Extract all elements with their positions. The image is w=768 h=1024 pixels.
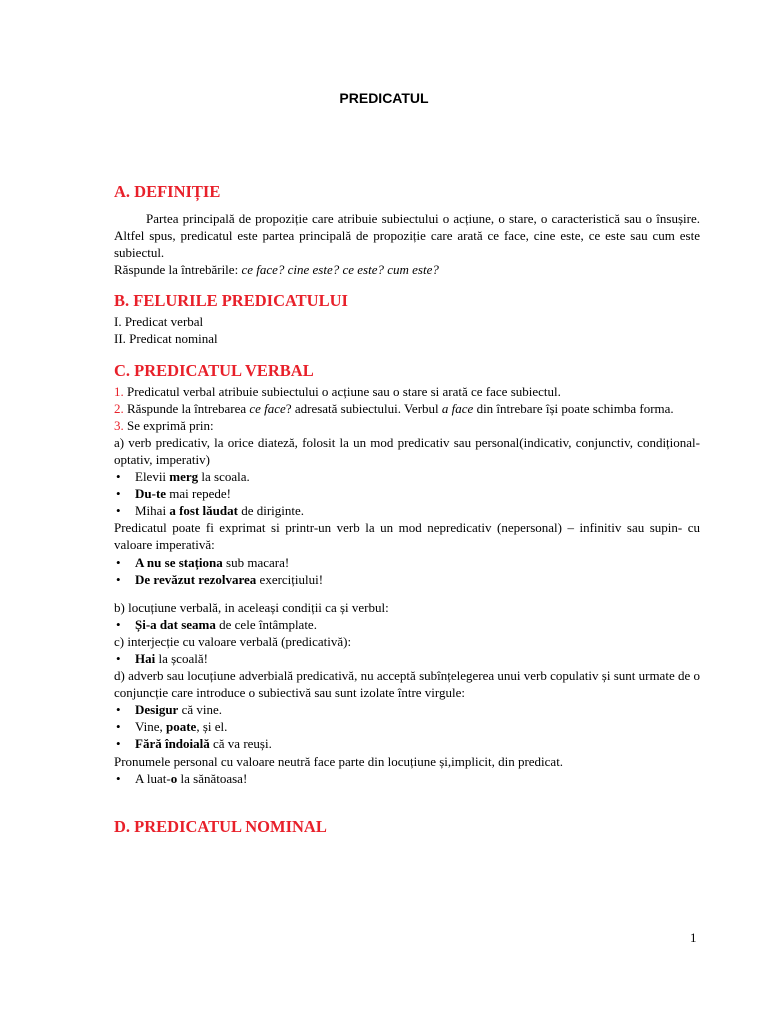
examples-pronume bbox=[114, 770, 700, 787]
supin-paragraph: Predicatul poate fi exprimat si printr-un verb la un mod nepredicativ (nepersonal) – infinitiv sau supin- cu valoare imperativă: bbox=[114, 520, 700, 553]
list-item: • A luat-o la sănătoasa! bbox=[114, 770, 700, 787]
examples-supin bbox=[114, 554, 700, 588]
list-item: • De revăzut rezolvarea exercițiului! bbox=[114, 571, 700, 588]
list-item: • Mihai a fost lăudat de diriginte. bbox=[114, 502, 700, 519]
list-item: • Vine, poate, și el. bbox=[114, 718, 700, 735]
document-body bbox=[114, 180, 700, 839]
point-3: 3. Se exprimă prin: bbox=[114, 417, 214, 433]
pronoun-paragraph: Pronumele personal cu valoare neutră face parte din locuțiune și,implicit, din predicat. bbox=[114, 753, 564, 769]
examples-interjectie bbox=[114, 650, 700, 667]
list-item: • Desigur că vine. bbox=[114, 701, 700, 718]
section-c-heading: C. PREDICATUL VERBAL bbox=[114, 360, 314, 380]
sub-point-b: b) locuțiune verbală, in aceleași condiții ca și verbul: bbox=[114, 599, 389, 615]
sub-point-d: d) adverb sau locuțiune adverbială predicativă, nu acceptă subînțelegerea unui verb copulativ și sunt urmate de o conjuncție care introduce o subiectivă sau sunt izolate între virgule: bbox=[114, 668, 700, 701]
examples-verb bbox=[114, 468, 700, 519]
list-item: • Elevii merg la scoala. bbox=[114, 468, 700, 485]
examples-locutiune bbox=[114, 616, 700, 633]
list-item: • A nu se staționa sub macara! bbox=[114, 554, 700, 571]
page-title: PREDICATUL bbox=[339, 90, 429, 106]
list-item: • Hai la școală! bbox=[114, 650, 700, 667]
predicate-type-nominal: II. Predicat nominal bbox=[114, 331, 218, 347]
sub-point-c: c) interjecție cu valoare verbală (predicativă): bbox=[114, 633, 352, 649]
sub-point-a: a) verb predicativ, la orice diateză, folosit la un mod predicativ sau personal(indicativ, conjunctiv, condițional-optativ, imperativ) bbox=[114, 434, 700, 467]
section-b-heading: B. FELURILE PREDICATULUI bbox=[114, 291, 348, 311]
examples-adverb bbox=[114, 701, 700, 752]
section-a-heading: A. DEFINIȚIE bbox=[114, 182, 221, 201]
definition-paragraph: Partea principală de propoziție care atribuie subiectului o acțiune, o stare, o caracteristică sau o însușire. Altfel spus, predicatul este partea principală de propoziție care arată ce face, cine este, ce este sau cum este subiectul. bbox=[114, 211, 700, 261]
section-d-heading: D. PREDICATUL NOMINAL bbox=[114, 816, 327, 836]
point-2: 2. Răspunde la întrebarea ce face? adresată subiectului. Verbul a face din întrebare își poate schimba forma. bbox=[114, 400, 674, 416]
page-number: 1 bbox=[690, 930, 697, 945]
list-item: • Fără îndoială că va reuși. bbox=[114, 735, 700, 752]
questions-paragraph: Răspunde la întrebările: ce face? cine este? ce este? cum este? bbox=[114, 262, 439, 278]
predicate-type-verbal: I. Predicat verbal bbox=[114, 314, 204, 330]
list-item: • Du-te mai repede! bbox=[114, 485, 700, 502]
list-item: • Și-a dat seama de cele întâmplate. bbox=[114, 616, 700, 633]
point-1: 1. Predicatul verbal atribuie subiectului o acțiune sau o stare si arată ce face subiectul. bbox=[114, 383, 561, 399]
